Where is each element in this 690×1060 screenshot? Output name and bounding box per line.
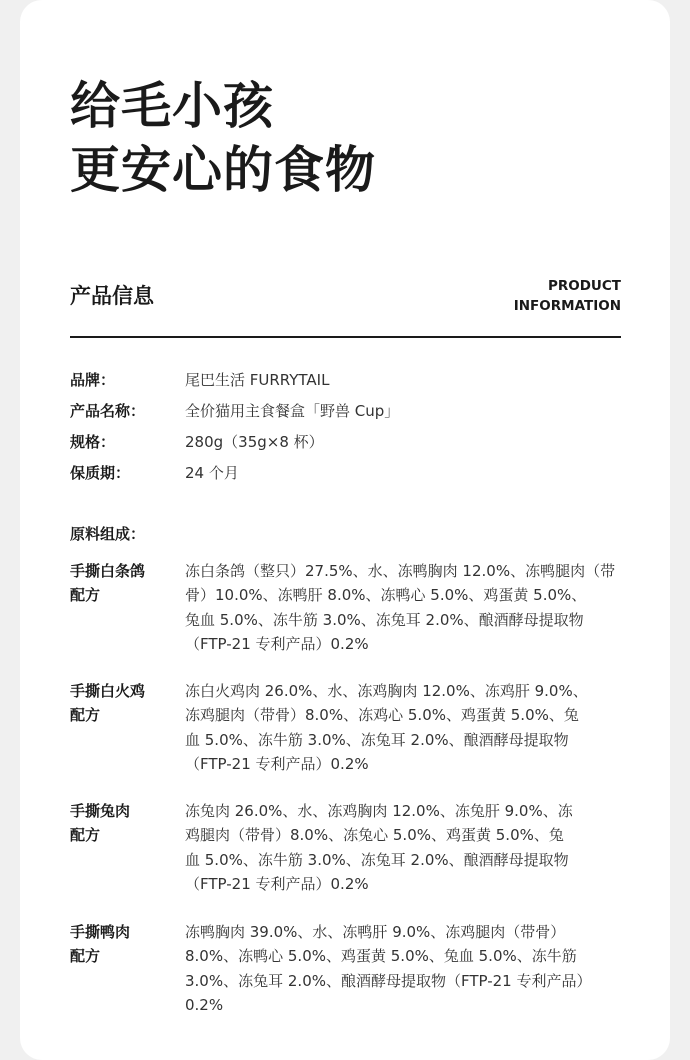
recipe-name bbox=[70, 679, 185, 776]
recipe-ingredients-line: （FTP-21 专利产品）0.2% bbox=[185, 634, 369, 653]
recipe-name-line: 配方 bbox=[70, 706, 101, 724]
info-key: 品牌： bbox=[70, 371, 116, 389]
recipe-ingredients-line: 0.2% bbox=[185, 995, 224, 1014]
recipe-name bbox=[70, 920, 185, 1017]
info-row-shelf-life bbox=[70, 459, 630, 490]
headline-line-2: 更安心的食物 bbox=[70, 141, 376, 199]
recipe-ingredients-line: 鸡腿肉（带骨）8.0%、冻兔心 5.0%、鸡蛋黄 5.0%、兔 bbox=[185, 826, 564, 845]
recipe-ingredients-line: （FTP-21 专利产品）0.2% bbox=[185, 874, 369, 893]
recipe-name-line: 手撕白条鸽 bbox=[70, 562, 146, 580]
info-value: 24 个月 bbox=[185, 464, 239, 482]
section-english-line-2: INFORMATION bbox=[513, 298, 621, 314]
recipe-name-line: 手撕兔肉 bbox=[70, 802, 131, 820]
recipe-ingredients bbox=[185, 559, 621, 656]
headline-line-1: 给毛小孩 bbox=[70, 77, 274, 135]
recipe-ingredients-line: 冻鸭胸肉 39.0%、水、冻鸭肝 9.0%、冻鸡腿肉（带骨） bbox=[185, 923, 566, 941]
recipe-duck bbox=[70, 920, 630, 1017]
info-row-spec bbox=[70, 428, 630, 459]
section-english-title bbox=[514, 276, 621, 316]
recipe-name bbox=[70, 559, 185, 656]
recipe-ingredients-line: 8.0%、冻鸭心 5.0%、鸡蛋黄 5.0%、兔血 5.0%、冻牛筋 bbox=[185, 947, 577, 966]
info-key: 保质期： bbox=[70, 464, 131, 482]
info-value: 全价猫用主食餐盒「野兽 Cup」 bbox=[185, 402, 400, 420]
recipe-ingredients-line: 骨）10.0%、冻鸭肝 8.0%、冻鸭心 5.0%、鸡蛋黄 5.0%、 bbox=[185, 586, 587, 605]
info-key: 产品名称： bbox=[70, 402, 146, 420]
section-divider bbox=[70, 336, 621, 338]
section-english-line-1: PRODUCT bbox=[547, 278, 621, 294]
recipe-name-line: 手撕鸭肉 bbox=[70, 923, 131, 941]
recipe-ingredients-line: （FTP-21 专利产品）0.2% bbox=[185, 754, 369, 773]
info-value: 280g（35g×8 杯） bbox=[185, 433, 324, 451]
info-row-product-name bbox=[70, 397, 630, 428]
recipe-ingredients-line: 冻鸡腿肉（带骨）8.0%、冻鸡心 5.0%、鸡蛋黄 5.0%、兔 bbox=[185, 706, 579, 725]
recipe-name-line: 手撕白火鸡 bbox=[70, 682, 146, 700]
recipe-ingredients bbox=[185, 679, 621, 776]
info-value: 尾巴生活 FURRYTAIL bbox=[185, 371, 330, 389]
recipe-ingredients-line: 冻白条鸽（整只）27.5%、水、冻鸭胸肉 12.0%、冻鸭腿肉（带 bbox=[185, 562, 616, 580]
recipe-ingredients-line: 兔血 5.0%、冻牛筋 3.0%、冻兔耳 2.0%、酿酒酵母提取物 bbox=[185, 610, 584, 629]
recipe-name bbox=[70, 799, 185, 896]
info-row-brand bbox=[70, 366, 630, 397]
recipe-pigeon bbox=[70, 559, 630, 656]
headline bbox=[70, 74, 376, 202]
recipe-ingredients-line: 冻白火鸡肉 26.0%、水、冻鸡胸肉 12.0%、冻鸡肝 9.0%、 bbox=[185, 682, 588, 700]
recipe-rabbit bbox=[70, 799, 630, 896]
section-title: 产品信息 bbox=[70, 284, 154, 308]
ingredients-title: 原料组成： bbox=[70, 525, 146, 543]
recipe-name-line: 配方 bbox=[70, 826, 101, 844]
recipe-ingredients bbox=[185, 920, 621, 1017]
recipe-turkey bbox=[70, 679, 630, 776]
recipe-name-line: 配方 bbox=[70, 947, 101, 965]
info-list bbox=[70, 366, 630, 490]
recipe-ingredients-line: 3.0%、冻兔耳 2.0%、酿酒酵母提取物（FTP-21 专利产品） bbox=[185, 971, 592, 990]
recipe-ingredients-line: 血 5.0%、冻牛筋 3.0%、冻兔耳 2.0%、酿酒酵母提取物 bbox=[185, 850, 569, 869]
info-key: 规格： bbox=[70, 433, 116, 451]
recipe-ingredients-line: 血 5.0%、冻牛筋 3.0%、冻兔耳 2.0%、酿酒酵母提取物 bbox=[185, 730, 569, 749]
recipe-ingredients bbox=[185, 799, 621, 896]
recipe-ingredients-line: 冻兔肉 26.0%、水、冻鸡胸肉 12.0%、冻兔肝 9.0%、冻 bbox=[185, 802, 573, 820]
recipe-name-line: 配方 bbox=[70, 586, 101, 604]
